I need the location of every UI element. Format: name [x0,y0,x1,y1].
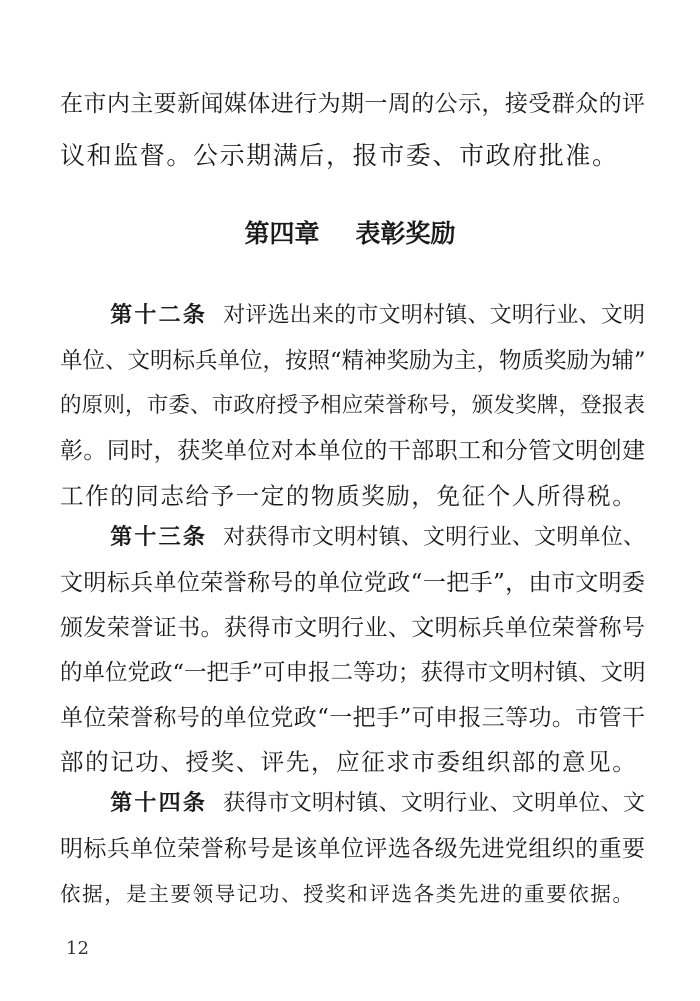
text-line: 的单位党政“一把手”可申报二等功；获得市文明村镇、文明 [60,660,646,686]
chapter-number: 第四章 [244,219,320,248]
article-first-line [60,298,645,334]
article-first-line [60,786,645,822]
article-label: 第十二条 [110,303,208,328]
text-line: 单位、文明标兵单位，按照“精神奖励为主，物质奖励为辅” [60,348,646,374]
text-line: 议和监督。公示期满后，报市委、市政府批准。 [60,141,619,170]
article-text: 获得市文明村镇、文明行业、文明单位、文 [223,791,645,816]
text-line: 依据，是主要领导记功、授奖和评选各类先进的重要依据。 [60,882,635,906]
text-line: 颁发荣誉证书。获得市文明行业、文明标兵单位荣誉称号 [60,615,645,641]
text-line: 部的记功、授奖、评先，应征求市委组织部的意见。 [60,748,638,776]
page-number: 12 [66,938,89,959]
text-line: 彰。同时，获奖单位对本单位的干部职工和分管文明创建 [60,438,645,464]
text-line: 文明标兵单位荣誉称号的单位党政“一把手”，由市文明委 [60,570,645,596]
text-line: 单位荣誉称号的单位党政“一把手”可申报三等功。市管干 [60,705,645,731]
article-label: 第十四条 [110,791,208,816]
text-line: 在市内主要新闻媒体进行为期一周的公示，接受群众的评 [60,91,645,117]
text-line: 工作的同志给予一定的物质奖励，免征个人所得税。 [60,482,638,510]
text-line: 明标兵单位荣誉称号是该单位评选各级先进党组织的重要 [60,836,645,862]
article-text: 对评选出来的市文明村镇、文明行业、文明 [223,303,645,328]
article-first-line [60,520,645,556]
article-text: 对获得市文明村镇、文明行业、文明单位、 [223,525,645,550]
article-label: 第十三条 [110,525,208,550]
text-line: 的原则，市委、市政府授予相应荣誉称号，颁发奖牌，登报表 [60,393,645,418]
chapter-title: 表彰奖励 [355,219,456,248]
chapter-heading [0,216,700,252]
